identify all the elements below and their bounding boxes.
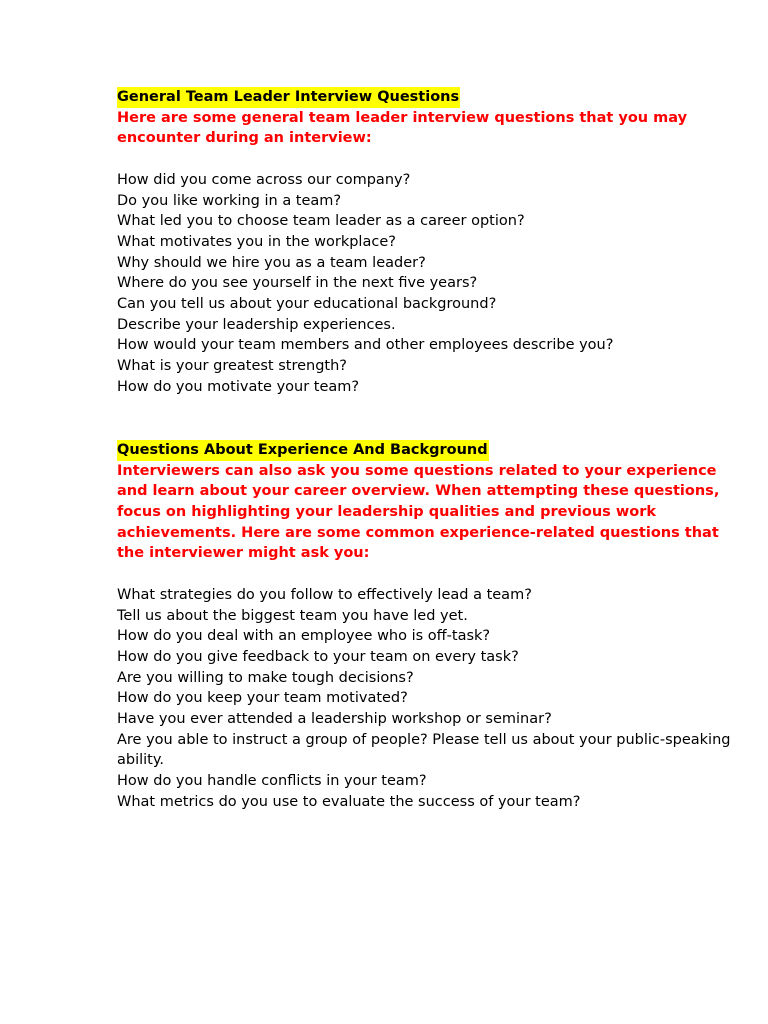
list-item: Do you like working in a team? [117, 192, 342, 209]
list-item: Have you ever attended a leadership workshop or seminar? [117, 711, 552, 728]
section-intro: Interviewers can also ask you some questions related to your experience and learn about your career overview. When attempting these questions, focus on highlighting your leadership qualities and previous work achievements. Here are some common experience-related questions that the interviewer might ask you: [117, 462, 720, 562]
section-experience-questions [117, 439, 737, 813]
document-page [117, 86, 737, 813]
section-intro: Here are some general team leader interview questions that you may encounter during an interview: [117, 109, 688, 147]
spacer [117, 398, 737, 439]
list-item: How do you deal with an employee who is off-task? [117, 628, 491, 645]
section-general-questions [117, 86, 737, 398]
list-item: What strategies do you follow to effectively lead a team? [117, 586, 532, 603]
section-heading: General Team Leader Interview Questions [117, 87, 460, 108]
list-item: How would your team members and other employees describe you? [117, 337, 614, 354]
list-item: How do you keep your team motivated? [117, 690, 408, 707]
list-item: Are you able to instruct a group of people? Please tell us about your public-speaking ability. [117, 731, 731, 769]
list-item: Why should we hire you as a team leader? [117, 254, 426, 271]
spacer [117, 149, 737, 170]
list-item: How do you give feedback to your team on every task? [117, 648, 519, 665]
list-item: Where do you see yourself in the next five years? [117, 275, 478, 292]
list-item: Describe your leadership experiences. [117, 316, 396, 333]
list-item: How do you handle conflicts in your team? [117, 773, 427, 790]
list-item: What metrics do you use to evaluate the success of your team? [117, 793, 581, 810]
list-item: Can you tell us about your educational background? [117, 296, 497, 313]
question-list [117, 585, 737, 813]
list-item: What led you to choose team leader as a career option? [117, 213, 525, 230]
list-item: How do you motivate your team? [117, 378, 360, 395]
spacer [117, 564, 737, 585]
list-item: Tell us about the biggest team you have led yet. [117, 607, 468, 624]
list-item: How did you come across our company? [117, 171, 411, 188]
list-item: What is your greatest strength? [117, 358, 347, 375]
list-item: What motivates you in the workplace? [117, 233, 396, 250]
section-heading: Questions About Experience And Background [117, 440, 489, 461]
question-list [117, 170, 737, 398]
list-item: Are you willing to make tough decisions? [117, 669, 414, 686]
